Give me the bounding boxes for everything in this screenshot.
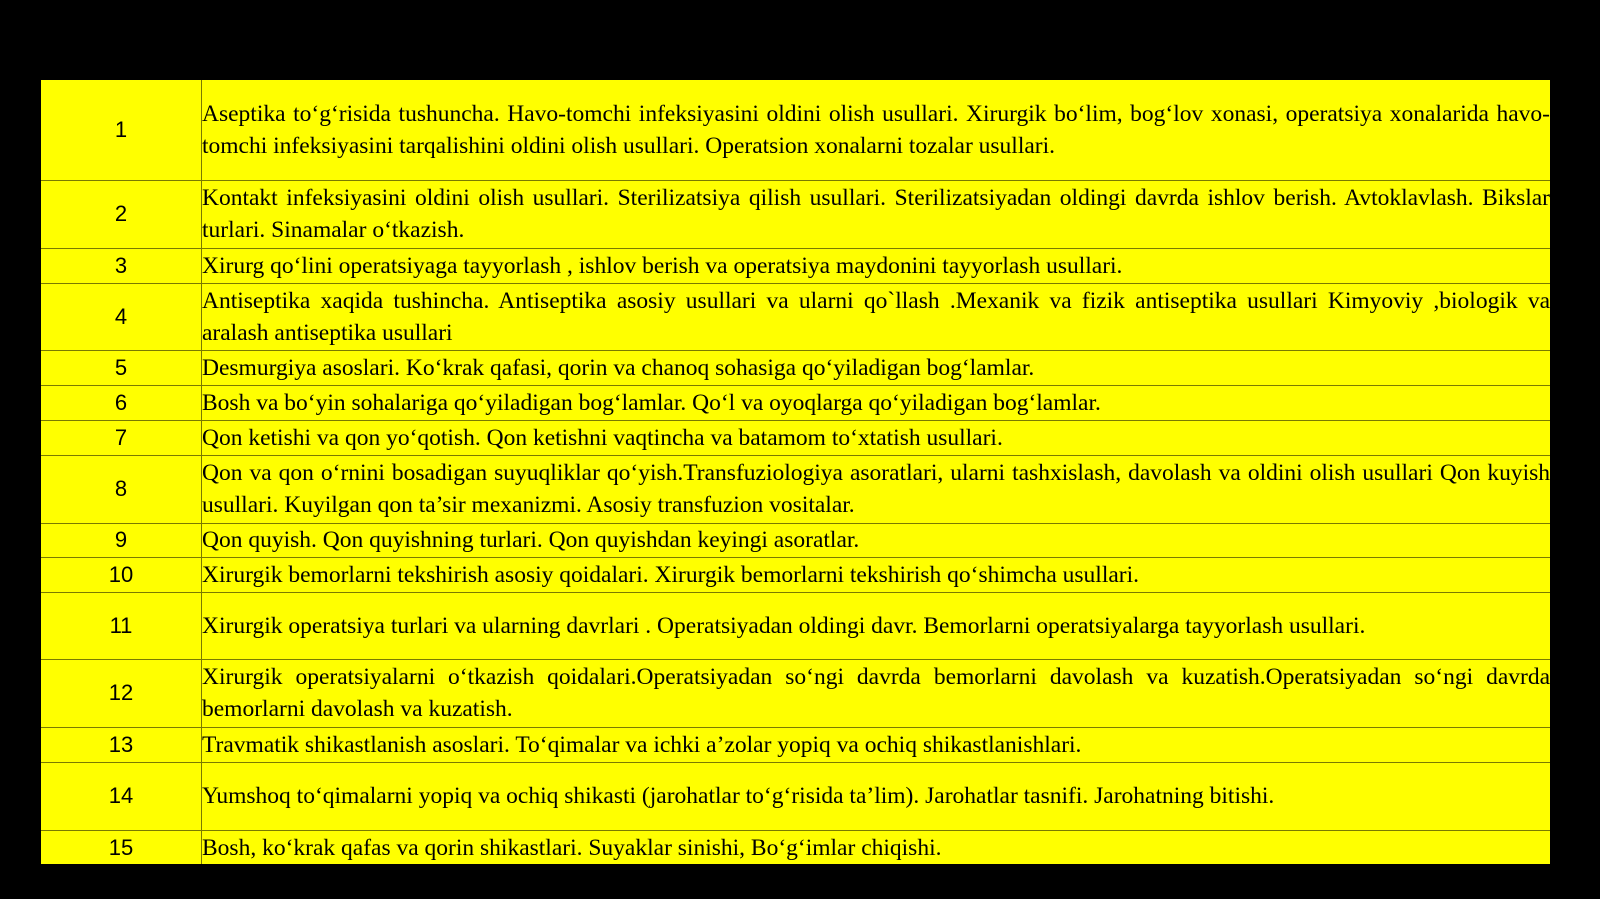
row-number: 2 [41,180,202,248]
table-row [41,727,1550,762]
table-row [41,830,1550,865]
table-row [41,80,1550,180]
row-number: 3 [41,248,202,283]
row-number: 5 [41,350,202,385]
row-topic: Xirurgik bemorlarni tekshirish asosiy qoidalari. Xirurgik bemorlarni tekshirish qo‘shimcha usullari. [202,557,1551,592]
row-topic: Qon ketishi va qon yo‘qotish. Qon ketishni vaqtincha va batamom to‘xtatish usullari. [202,420,1551,455]
slide-bottom-edge [0,864,1600,899]
table-row [41,385,1550,420]
row-topic: Xirurgik operatsiya turlari va ularning davrlari . Operatsiyadan oldingi davr. Bemorlarni operatsiyalarga tayyorlash usullari. [202,592,1551,659]
row-number: 14 [41,762,202,830]
table-row [41,283,1550,350]
row-number: 15 [41,830,202,865]
row-number: 4 [41,283,202,350]
row-number: 12 [41,659,202,727]
row-topic: Desmurgiya asoslari. Ko‘krak qafasi, qorin va chanoq sohasiga qo‘yiladigan bog‘lamlar. [202,350,1551,385]
row-topic: Xirurgik operatsiyalarni o‘tkazish qoidalari.Operatsiyadan so‘ngi davrda bemorlarni davolash va kuzatish.Operatsiyadan so‘ngi davrda bemorlarni davolash va kuzatish. [202,659,1551,727]
row-topic: Travmatik shikastlanish asoslari. To‘qimalar va ichki a’zolar yopiq va ochiq shikastlanishlari. [202,727,1551,762]
row-topic: Qon quyish. Qon quyishning turlari. Qon quyishdan keyingi asoratlar. [202,523,1551,557]
row-number: 1 [41,80,202,180]
table-row [41,592,1550,659]
row-topic: Xirurg qo‘lini operatsiyaga tayyorlash , ishlov berish va operatsiya maydonini tayyorlash usullari. [202,248,1551,283]
table-row [41,523,1550,557]
row-number: 8 [41,455,202,523]
row-number: 11 [41,592,202,659]
table-row [41,420,1550,455]
row-number: 10 [41,557,202,592]
table-row [41,659,1550,727]
row-number: 13 [41,727,202,762]
table-row [41,350,1550,385]
row-topic: Aseptika to‘g‘risida tushuncha. Havo-tomchi infeksiyasini oldini olish usullari. Xirurgik bo‘lim, bog‘lov xonasi, operatsiya xonalarida havo-tomchi infeksiyasini tarqalishini oldini olish usullari. Operatsion xonalarni tozalar usullari. [202,80,1551,180]
row-topic: Bosh, ko‘krak qafas va qorin shikastlari. Suyaklar sinishi, Bo‘g‘imlar chiqishi. [202,830,1551,865]
topics-table [41,80,1550,866]
row-topic: Yumshoq to‘qimalarni yopiq va ochiq shikasti (jarohatlar to‘g‘risida ta’lim). Jarohatlar tasnifi. Jarohatning bitishi. [202,762,1551,830]
row-topic: Bosh va bo‘yin sohalariga qo‘yiladigan bog‘lamlar. Qo‘l va oyoqlarga qo‘yiladigan bog‘lamlar. [202,385,1551,420]
row-topic: Qon va qon o‘rnini bosadigan suyuqliklar qo‘yish.Transfuziologiya asoratlari, ularni tashxislash, davolash va oldini olish usullari Qon kuyish usullari. Kuyilgan qon ta’sir mexanizmi. Asosiy transfuzion vositalar. [202,455,1551,523]
table-row [41,557,1550,592]
table-row [41,762,1550,830]
row-number: 6 [41,385,202,420]
table-row [41,248,1550,283]
row-topic: Kontakt infeksiyasini oldini olish usullari. Sterilizatsiya qilish usullari. Sterilizatsiyadan oldingi davrda ishlov berish. Avtoklavlash. Bikslar turlari. Sinamalar o‘tkazish. [202,180,1551,248]
row-number: 9 [41,523,202,557]
table-row [41,180,1550,248]
row-number: 7 [41,420,202,455]
table-row [41,455,1550,523]
row-topic: Antiseptika xaqida tushincha. Antiseptika asosiy usullari va ularni qo`llash .Mexanik va fizik antiseptika usullari Kimyoviy ,biologik va aralash antiseptika usullari [202,283,1551,350]
